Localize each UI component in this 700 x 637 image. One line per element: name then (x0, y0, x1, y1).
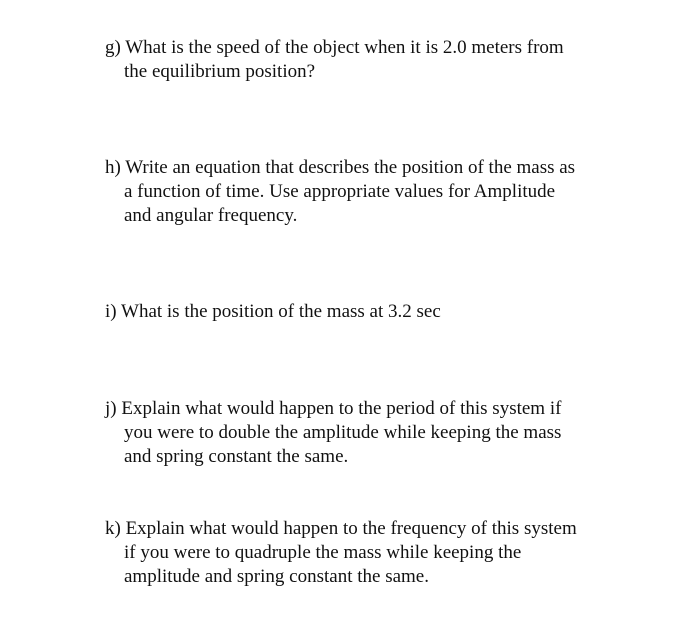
question-h-line-2: a function of time. Use appropriate values for Amplitude (124, 181, 556, 202)
question-h-line-3: and angular frequency. (124, 205, 298, 226)
question-j-line-2: you were to double the amplitude while keeping the mass (124, 422, 562, 443)
question-j-line-1: j) Explain what would happen to the period of this system if (105, 398, 562, 419)
question-k-line-3: amplitude and spring constant the same. (124, 566, 429, 587)
question-g (105, 36, 665, 84)
question-j-line-3: and spring constant the same. (124, 446, 349, 467)
question-g-line-2: the equilibrium position? (124, 61, 316, 82)
question-g-line-1: g) What is the speed of the object when it is 2.0 meters from (105, 37, 564, 58)
question-k-line-2: if you were to quadruple the mass while keeping the (124, 542, 522, 563)
question-i (105, 300, 665, 324)
question-k-line-1: k) Explain what would happen to the frequency of this system (105, 518, 577, 539)
question-k (105, 517, 665, 589)
question-h (105, 156, 665, 228)
question-i-line-1: i) What is the position of the mass at 3.2 sec (105, 301, 441, 322)
question-h-line-1: h) Write an equation that describes the position of the mass as (105, 157, 576, 178)
question-j (105, 397, 665, 469)
